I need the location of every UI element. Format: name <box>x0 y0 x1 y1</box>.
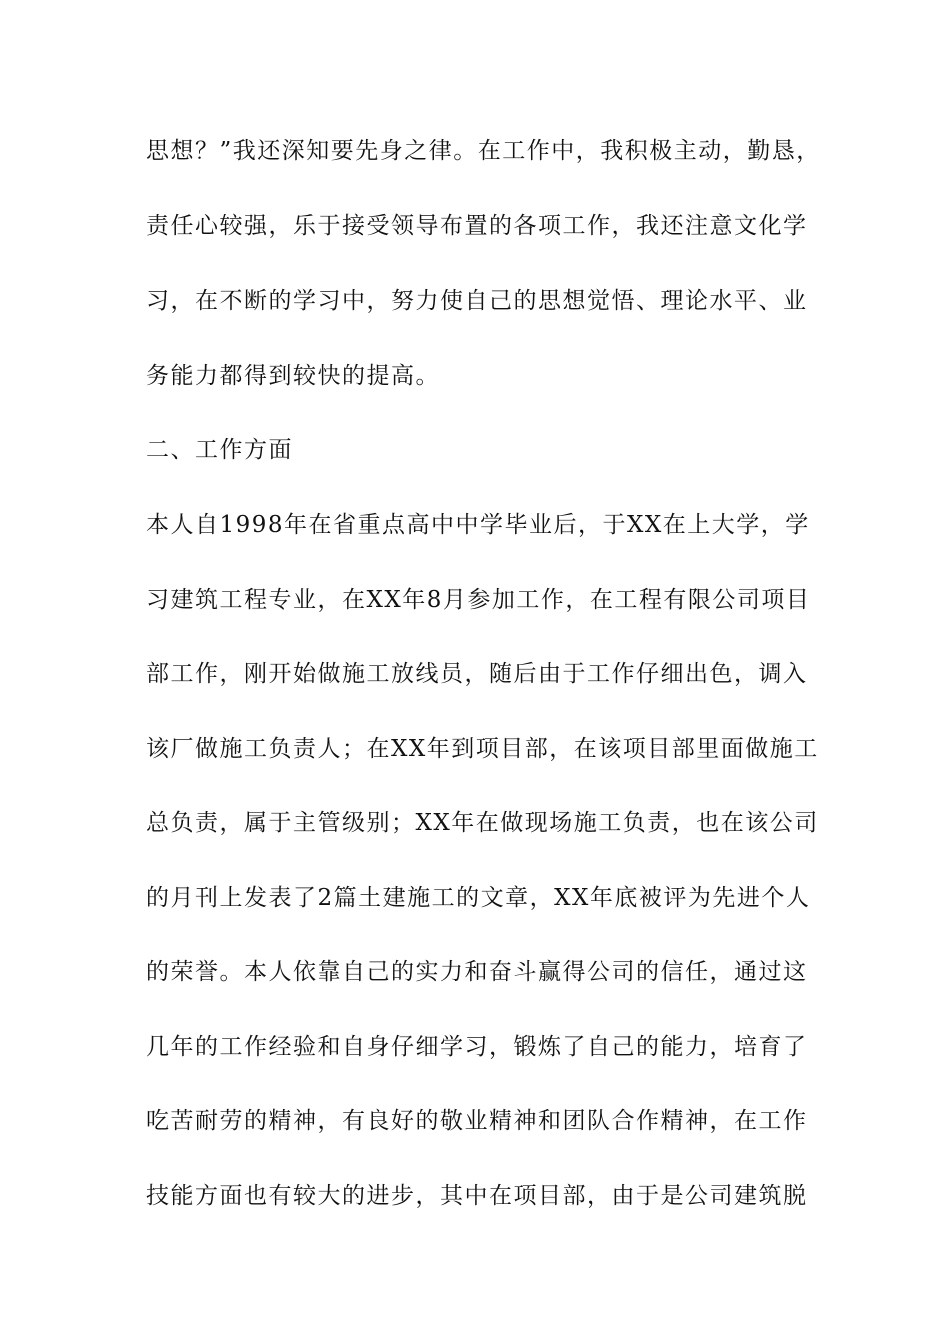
text-line-15: 技能方面也有较大的进步，其中在项目部，由于是公司建筑脱 <box>146 1183 808 1209</box>
text-line-3: 习，在不断的学习中，努力使自己的思想觉悟、理论水平、业 <box>146 288 808 314</box>
text-line-13: 几年的工作经验和自身仔细学习，锻炼了自己的能力，培育了 <box>146 1034 808 1060</box>
text-line-6: 本人自1998年在省重点高中中学毕业后，于XX在上大学，学 <box>146 512 810 538</box>
text-line-12: 的荣誉。本人依靠自己的实力和奋斗赢得公司的信任，通过这 <box>146 959 808 985</box>
text-line-8: 部工作，刚开始做施工放线员，随后由于工作仔细出色，调入 <box>146 661 808 687</box>
text-line-2: 责任心较强，乐于接受领导布置的各项工作，我还注意文化学 <box>146 213 808 239</box>
text-line-14: 吃苦耐劳的精神，有良好的敬业精神和团队合作精神，在工作 <box>146 1108 808 1134</box>
text-line-7: 习建筑工程专业，在XX年8月参加工作，在工程有限公司项目 <box>146 587 811 613</box>
text-line-4: 务能力都得到较快的提高。 <box>146 363 440 389</box>
text-line-1: 思想？”我还深知要先身之律。在工作中，我积极主动，勤恳， <box>146 138 821 164</box>
section-heading: 二、工作方面 <box>146 437 293 463</box>
text-line-11: 的月刊上发表了2篇土建施工的文章，XX年底被评为先进个人 <box>146 885 811 911</box>
text-line-10: 总负责，属于主管级别；XX年在做现场施工负责，也在该公司 <box>146 810 819 836</box>
text-line-9: 该厂做施工负责人；在XX年到项目部，在该项目部里面做施工 <box>146 736 819 762</box>
